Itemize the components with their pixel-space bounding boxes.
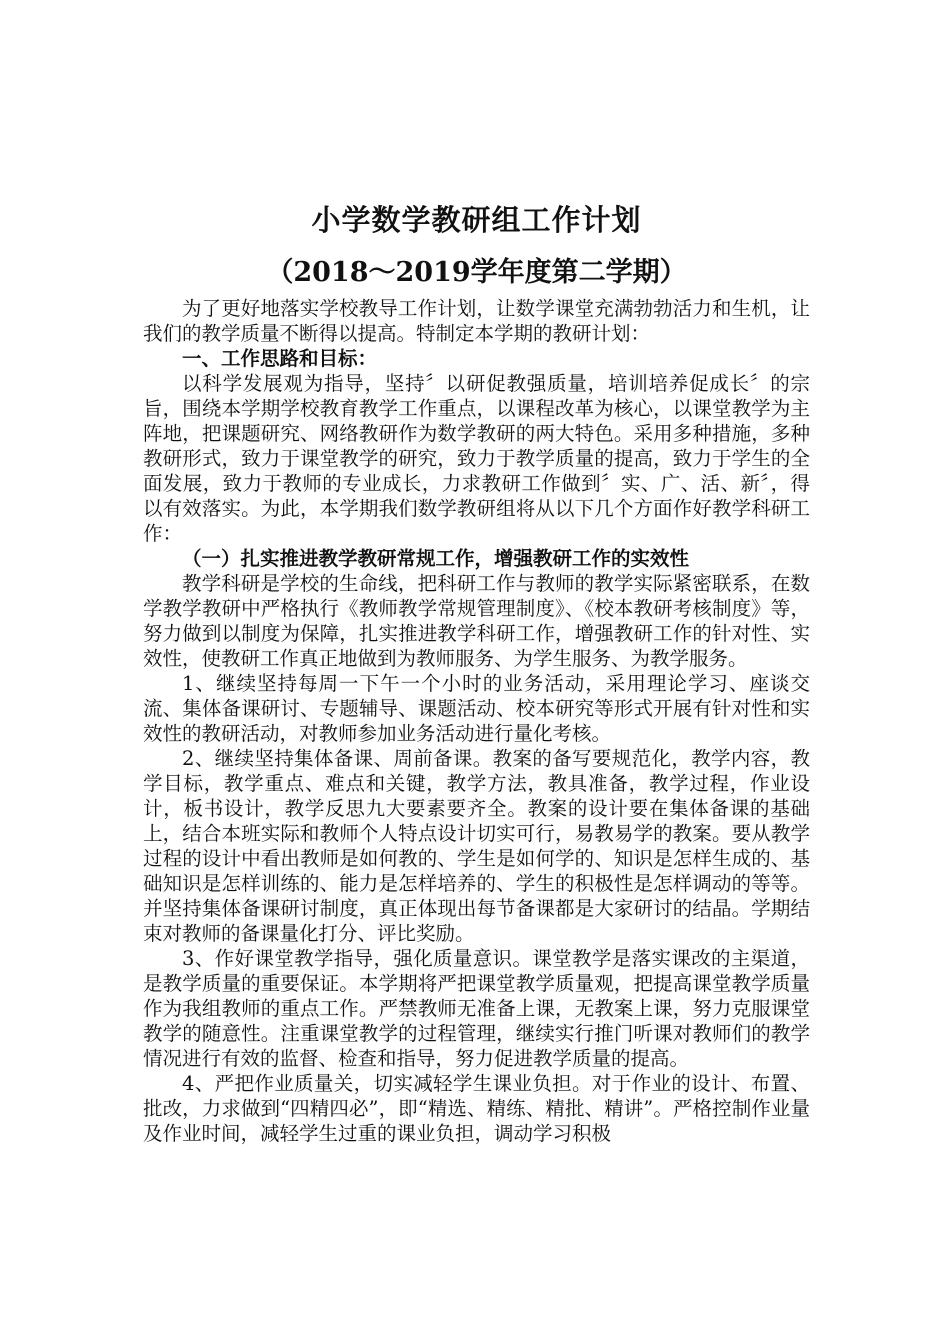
- document-subtitle: （2018～2019学年度第二学期）: [266, 257, 687, 288]
- list-item: 1、继续坚持每周一下午一个小时的业务活动，采用理论学习、座谈交流、集体备课研讨、专题辅导、课题活动、校本研究等形式开展有针对性和实效性的教研活动，对教师参加业务活动进行量化考核。: [143, 672, 810, 745]
- intro-paragraph: 为了更好地落实学校教导工作计划，让数学课堂充满勃勃活力和生机，让我们的教学质量不断得以提高。特制定本学期的教研计划：: [143, 297, 810, 345]
- subsection-paragraph: 教学科研是学校的生命线，把科研工作与教师的教学实际紧密联系，在数学教学教研中严格执行《教师教学常规管理制度》、《校本教研考核制度》等，努力做到以制度为保障，扎实推进教学科研工作，增强教研工作的针对性、实效性，使教研工作真正地做到为教师服务、为学生服务、为教学服务。: [143, 572, 810, 670]
- list-item: 3、作好课堂教学指导，强化质量意识。课堂教学是落实课改的主渠道，是教学质量的重要保证。本学期将严把课堂教学质量观，把提高课堂教学质量作为我组教师的重点工作。严禁教师无准备上课，无教案上课，努力克服课堂教学的随意性。注重课堂教学的过程管理，继续实行推门听课对教师们的教学情况进行有效的监督、检查和指导，努力促进教学质量的提高。: [143, 947, 810, 1070]
- document-page: [143, 200, 810, 1146]
- document-body: [143, 296, 810, 1146]
- subsection-heading: （一）扎实推进教学教研常规工作，增强教研工作的实效性: [182, 547, 690, 570]
- list-item: 4、严把作业质量关，切实减轻学生课业负担。对于作业的设计、布置、批改，力求做到“四精四必”，即“精选、精练、精批、精讲”。严格控制作业量及作业时间，减轻学生过重的课业负担，调动学习积极: [143, 1072, 810, 1145]
- document-title: 小学数学教研组工作计划: [311, 203, 642, 237]
- list-item: 2、继续坚持集体备课、周前备课。教案的备写要规范化，教学内容，教学目标，教学重点、难点和关键，教学方法，教具准备，教学过程，作业设计，板书设计，教学反思九大要素要齐全。教案的设计要在集体备课的基础上，结合本班实际和教师个人特点设计切实可行，易教易学的教案。要从教学过程的设计中看出教师是如何教的、学生是如何学的、知识是怎样生成的、基础知识是怎样训练的、能力是怎样培养的、学生的积极性是怎样调动的等等。并坚持集体备课研讨制度，真正体现出每节备课都是大家研讨的结晶。学期结束对教师的备课量化打分、评比奖励。: [143, 747, 810, 945]
- section-heading: 一、工作思路和目标：: [182, 347, 378, 370]
- section-paragraph: 以科学发展观为指导，坚持〞以研促教强质量，培训培养促成长〞的宗旨，围绕本学期学校教育教学工作重点，以课程改革为核心，以课堂教学为主阵地，把课题研究、网络教研作为数学教研的两大特色。采用多种措施，多种教研形式，致力于课堂教学的研究，致力于教学质量的提高，致力于学生的全面发展，致力于教师的专业成长，力求教研工作做到〞实、广、活、新〞，得以有效落实。为此，本学期我们数学教研组将从以下几个方面作好教学科研工作：: [143, 372, 810, 545]
